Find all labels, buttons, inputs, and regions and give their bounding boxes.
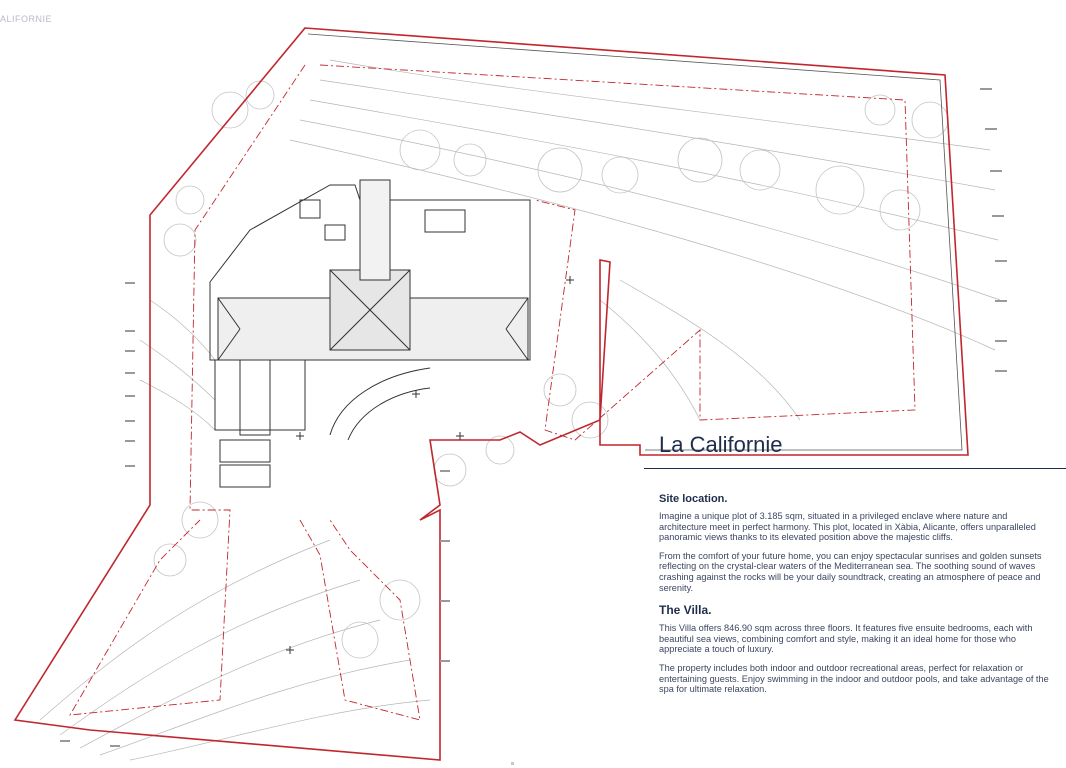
pool-arc <box>330 368 430 440</box>
villa-footprint <box>210 180 530 487</box>
site-location-paragraph-2: From the comfort of your future home, you can enjoy spectacular sunrises and golden sunsets reflecting on the crystal-clear waters of the Mediterranean sea. The soothing sound of waves crashing against the rocks will be your daily soundtrack, creating an atmosphere of peace and serenity. <box>659 550 1042 593</box>
page-title: La Californie <box>659 432 783 457</box>
villa-paragraph-1: This Villa offers 846.90 sqm across three floors. It features five ensuite bedrooms, each with beautiful sea views, combining comfort and style, making it an ideal home for those who appreciate a touch of luxury. <box>659 623 1033 655</box>
plot-boundary-inner <box>308 34 962 450</box>
villa-paragraph-2: The property includes both indoor and outdoor recreational areas, perfect for relaxation or entertaining guests. Enjoy swimming in the indoor and outdoor pools, and take advantage of the spa for ultimate relaxation. <box>659 662 1049 695</box>
site-location-heading: Site location. <box>659 493 728 505</box>
villa-heading: The Villa. <box>659 603 712 618</box>
title-divider <box>644 468 1066 469</box>
site-location-paragraph-1: Imagine a unique plot of 3.185 sqm, situated in a privileged enclave where nature and architecture meet in perfect harmony. This plot, located in Xàbia, Alicante, offers unparalleled panoramic views thanks to its elevated position above the majestic cliffs. <box>659 511 1036 543</box>
document-header-label: ALIFORNIE <box>0 14 53 24</box>
page-marker <box>511 762 514 765</box>
description-panel <box>644 430 1066 695</box>
